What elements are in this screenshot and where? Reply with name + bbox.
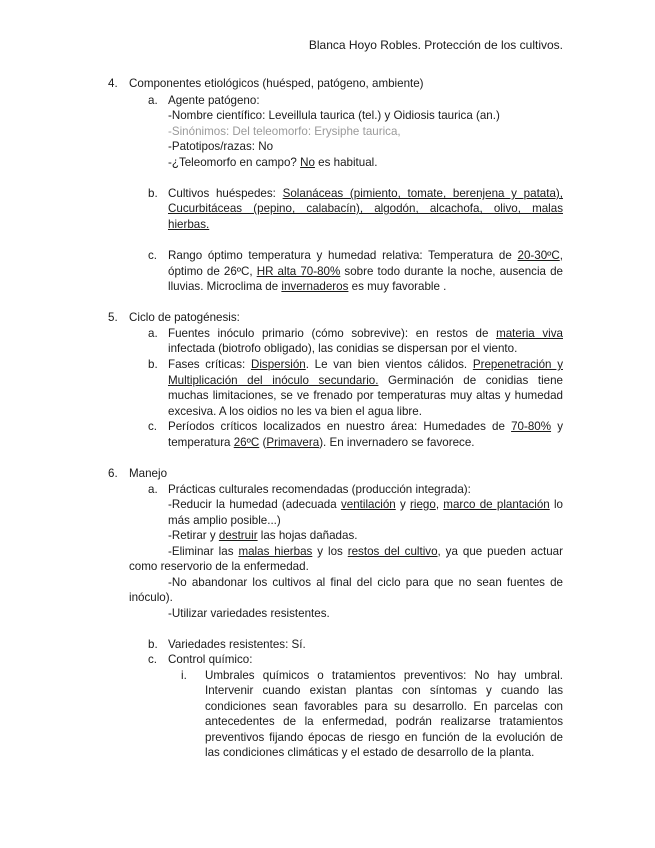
chemical-line-3: condiciones sean favorables para su desarrollo. En parcelas con [205, 700, 563, 713]
text-run: lluvias. Microclima de [168, 280, 282, 293]
phases-line-2 [168, 373, 563, 388]
text-run: , [559, 249, 563, 262]
section-5-number: 5. [108, 311, 118, 324]
item-5b-marker: b. [148, 358, 158, 371]
text-run: -Eliminar las [168, 545, 239, 558]
practice-remove-leaves [168, 528, 357, 543]
text-run: Fases críticas: [168, 358, 251, 371]
text-run: Fuentes inóculo primario (cómo sobrevive): en restos de [168, 327, 497, 340]
practice-humidity-line-1 [168, 497, 563, 512]
item-6b-text: Variedades resistentes: Sí. [168, 638, 306, 651]
text-run: sobre todo durante la noche, ausencia de [340, 265, 563, 278]
text-run: -Reducir la humedad (adecuada [168, 498, 341, 511]
underlined-text: restos del cultivo [347, 545, 438, 558]
practice-weeds-line-1 [168, 544, 563, 559]
conditions-line-3 [168, 279, 446, 294]
inoculum-line-1 [168, 326, 563, 341]
practice-abandon-line-1: -No abandonar los cultivos al final del ciclo para que no sean fuentes de [168, 576, 563, 589]
section-6-title: Manejo [129, 467, 168, 480]
section-4-number: 4. [108, 77, 118, 90]
hosts-line-1 [168, 186, 563, 201]
text-run: , [435, 498, 444, 511]
item-4c-marker: c. [148, 249, 158, 262]
underlined-text: invernaderos [281, 280, 349, 293]
underlined-text: 20-30ºC [517, 249, 560, 262]
pathotypes-line: -Patotipos/razas: No [168, 140, 274, 153]
item-4a-marker: a. [148, 94, 158, 107]
hosts-line-3 [168, 217, 209, 232]
text-run: -¿Teleomorfo en campo? [168, 156, 301, 169]
item-5c-marker: c. [148, 420, 158, 433]
chemical-line-1: Umbrales químicos o tratamientos preventivos: No hay umbral. [205, 669, 563, 682]
item-6c-title: Control químico: [168, 653, 253, 666]
section-6-number: 6. [108, 467, 118, 480]
text-run: es muy favorable . [348, 280, 447, 293]
phases-line-4: excesiva. A los oidios no les va bien el agua libre. [168, 405, 422, 418]
chemical-line-4: antecedentes de la enfermedad, podrán realizarse tratamientos [205, 715, 563, 728]
teleomorph-line [168, 155, 377, 170]
phases-line-1 [168, 357, 563, 372]
item-6c-marker: c. [148, 653, 158, 666]
phases-line-3: muchas limitaciones, se ve frenado por temperaturas muy altas y humedad [168, 389, 563, 402]
hosts-line-2 [168, 201, 563, 216]
conditions-line-1 [168, 248, 563, 263]
text-run: -Retirar y [168, 529, 219, 542]
text-run: , ya que pueden actuar [437, 545, 563, 558]
item-6a-title: Prácticas culturales recomendadas (producción integrada): [168, 483, 471, 496]
underlined-text: marco de plantación [443, 498, 550, 511]
underlined-text: Solanáceas (pimiento, tomate, berenjena y patata), [282, 187, 563, 200]
item-5a-marker: a. [148, 327, 158, 340]
text-run: ). En invernadero se favorece. [319, 436, 475, 449]
section-4-title: Componentes etiológicos (huésped, patógeno, ambiente) [129, 77, 424, 90]
text-run: y los [312, 545, 348, 558]
underlined-text: Multiplicación del inóculo secundario. [168, 374, 379, 387]
text-run: Períodos críticos localizados en nuestro área: Humedades de [168, 420, 512, 433]
critical-periods-line-2 [168, 435, 475, 450]
text-run: es habitual. [314, 156, 378, 169]
text-run: Rango óptimo temperatura y humedad relativa: Temperatura de [168, 249, 518, 262]
page-header: Blanca Hoyo Robles. Protección de los cultivos. [308, 38, 563, 52]
item-4a-title: Agente patógeno: [168, 94, 260, 107]
underlined-text: Primavera [266, 436, 320, 449]
underlined-text: hierbas. [168, 218, 210, 231]
critical-periods-line-1 [168, 419, 563, 434]
text-run: lo [549, 498, 563, 511]
text-run: Germinación de conidias tiene [378, 374, 563, 387]
item-6b-marker: b. [148, 638, 158, 651]
underlined-text: 26ºC [233, 436, 260, 449]
text-run: y [551, 420, 563, 433]
chemical-line-5: preventivos fijando épocas de riesgo en función de la evolución de [205, 731, 563, 744]
underlined-text: Prepenetración y [472, 358, 563, 371]
text-run: óptimo de 26ºC, [168, 265, 257, 278]
section-5-title: Ciclo de patogénesis: [129, 311, 240, 324]
underlined-text: Dispersión [250, 358, 306, 371]
synonyms-line: -Sinónimos: Del teleomorfo: Erysiphe taurica, [168, 125, 401, 138]
practice-humidity-line-2: más amplio posible...) [168, 514, 281, 527]
practice-resistant-varieties: -Utilizar variedades resistentes. [168, 607, 330, 620]
underlined-text: ventilación [340, 498, 396, 511]
conditions-line-2 [168, 264, 563, 279]
item-6ci-marker: i. [181, 669, 187, 682]
text-run: ( [259, 436, 267, 449]
underlined-text: HR alta 70-80% [256, 265, 341, 278]
practice-abandon-line-2: inóculo). [129, 591, 173, 604]
text-run: las hojas dañadas. [257, 529, 358, 542]
text-run: Cultivos huéspedes: [168, 187, 283, 200]
inoculum-line-2: infectada (biotrofo obligado), las conidias se dispersan por el viento. [168, 342, 518, 355]
text-run: temperatura [168, 436, 234, 449]
underlined-text: riego [410, 498, 436, 511]
scientific-name-line: -Nombre científico: Leveillula taurica (tel.) y Oidiosis taurica (an.) [168, 109, 500, 122]
item-6a-marker: a. [148, 483, 158, 496]
underlined-text: Cucurbitáceas (pepino, calabacín), algodón, alcachofa, olivo, malas [168, 202, 563, 215]
underlined-text: materia viva [496, 327, 563, 340]
underlined-text: No [300, 156, 315, 169]
text-run: y [395, 498, 411, 511]
text-run: . Le van bien vientos cálidos. [305, 358, 473, 371]
practice-weeds-line-2: como reservorio de la enfermedad. [129, 560, 309, 573]
chemical-line-6: las condiciones climáticas y el estado de desarrollo de la planta. [205, 746, 535, 759]
underlined-text: 70-80% [511, 420, 552, 433]
underlined-text: destruir [218, 529, 258, 542]
underlined-text: malas hierbas [238, 545, 313, 558]
chemical-line-2: Intervenir cuando existan plantas con síntomas y cuando las [205, 684, 563, 697]
item-4b-marker: b. [148, 187, 158, 200]
